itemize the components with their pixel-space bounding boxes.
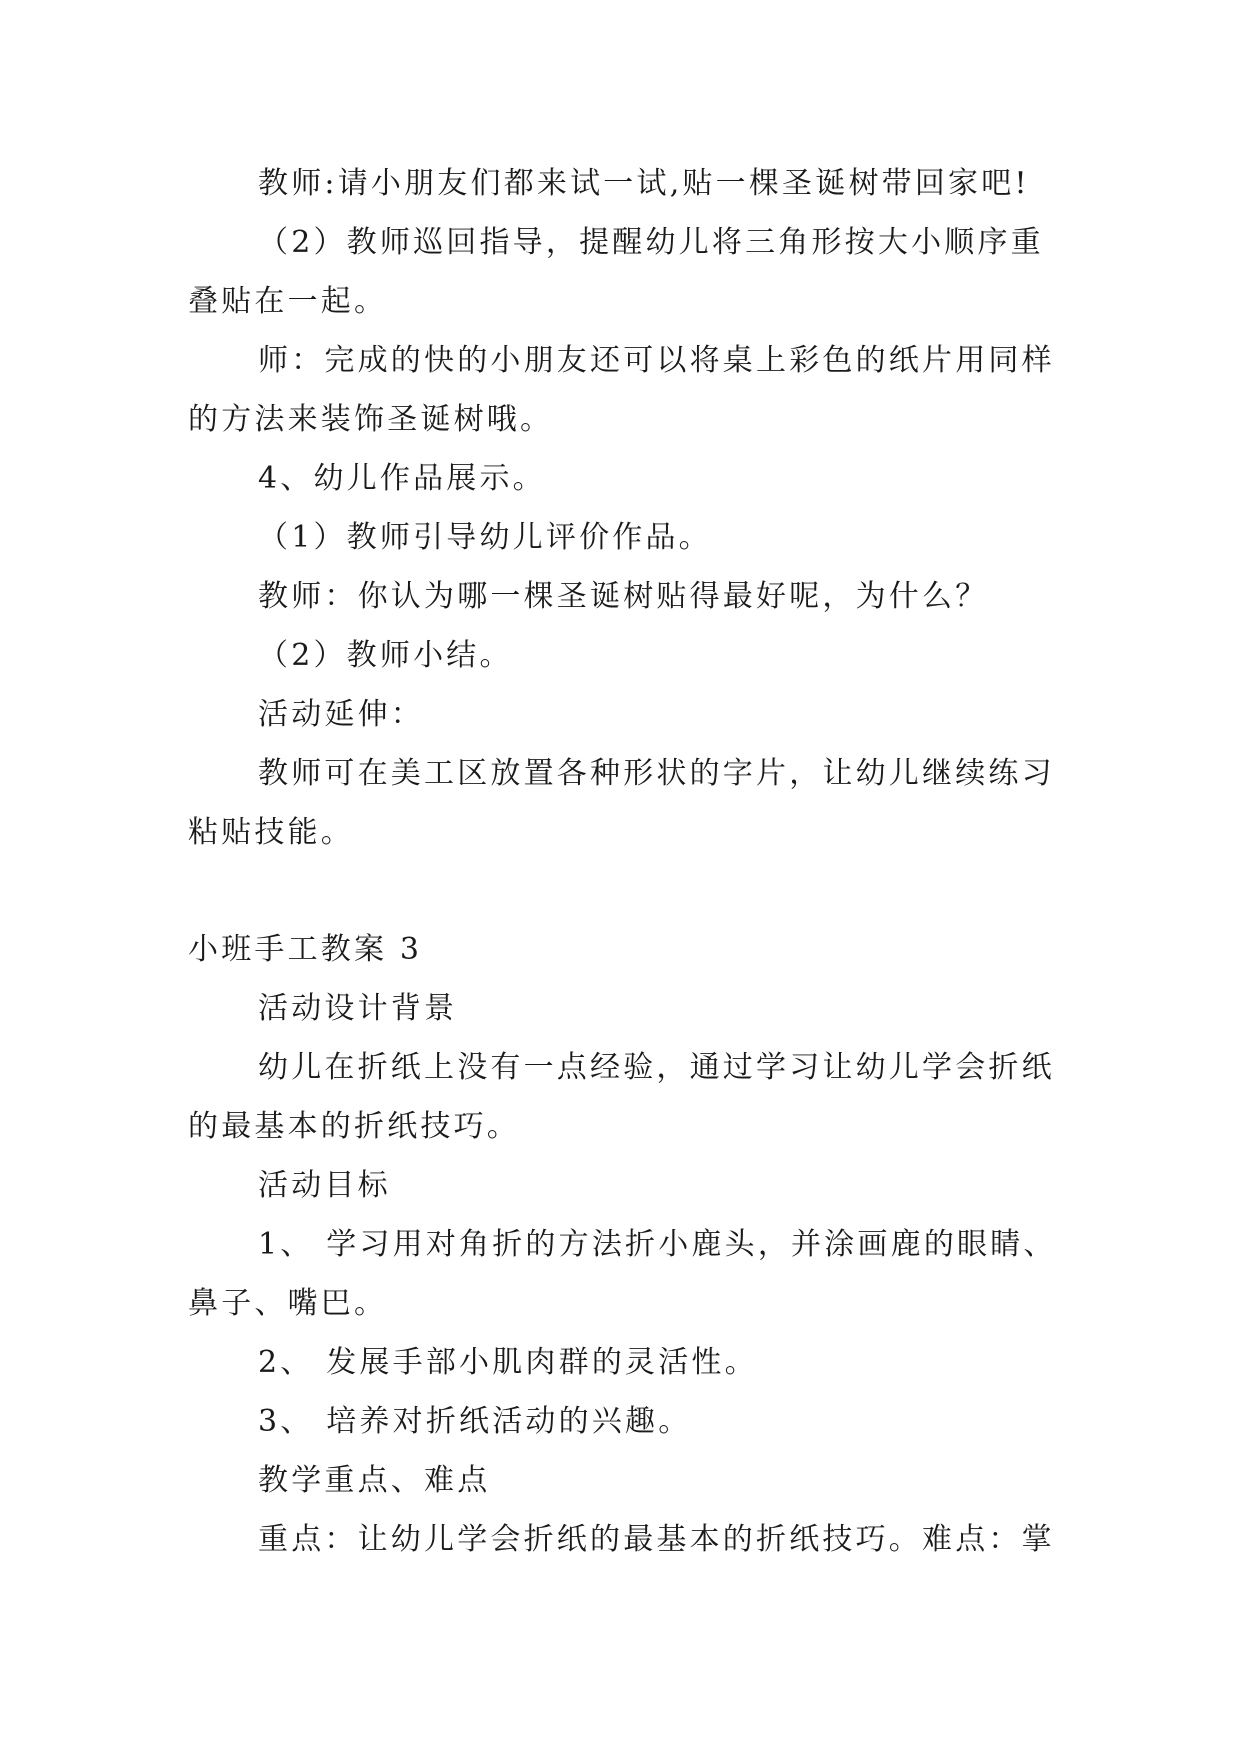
paragraph-line: （1）教师引导幼儿评价作品。 (258, 520, 712, 555)
paragraph-line: 3、 培养对折纸活动的兴趣。 (258, 1404, 692, 1439)
paragraph-line: 粘贴技能。 (188, 815, 354, 850)
paragraph-line: 4、幼儿作品展示。 (258, 461, 546, 496)
paragraph-line: （2）教师巡回指导，提醒幼儿将三角形按大小顺序重 (258, 225, 1044, 260)
paragraph-line: 1、 学习用对角折的方法折小鹿头，并涂画鹿的眼睛、 (258, 1227, 1057, 1262)
paragraph-line: 鼻子、嘴巴。 (188, 1286, 388, 1321)
paragraph-line: 活动目标 (258, 1168, 391, 1203)
paragraph-line: 的最基本的折纸技巧。 (188, 1109, 520, 1144)
paragraph-line: 幼儿在折纸上没有一点经验，通过学习让幼儿学会折纸 (258, 1050, 1055, 1085)
paragraph-line: 教师：你认为哪一棵圣诞树贴得最好呢，为什么？ (258, 579, 989, 614)
paragraph-line: 2、 发展手部小肌肉群的灵活性。 (258, 1345, 758, 1380)
paragraph-line: （2）教师小结。 (258, 638, 513, 673)
paragraph-line: 活动设计背景 (258, 991, 458, 1026)
paragraph-line: 重点：让幼儿学会折纸的最基本的折纸技巧。难点：掌 (258, 1522, 1055, 1557)
paragraph-line: 叠贴在一起。 (188, 284, 388, 319)
section-title: 小班手工教案 3 (188, 932, 423, 967)
paragraph-line: 师：完成的快的小朋友还可以将桌上彩色的纸片用同样 (258, 343, 1055, 378)
paragraph-line: 的方法来装饰圣诞树哦。 (188, 402, 554, 437)
paragraph-line: 教师可在美工区放置各种形状的字片，让幼儿继续练习 (258, 756, 1055, 791)
paragraph-line: 教师:请小朋友们都来试一试,贴一棵圣诞树带回家吧! (258, 166, 1030, 201)
paragraph-line: 活动延伸： (258, 697, 424, 732)
paragraph-line: 教学重点、难点 (258, 1463, 491, 1498)
